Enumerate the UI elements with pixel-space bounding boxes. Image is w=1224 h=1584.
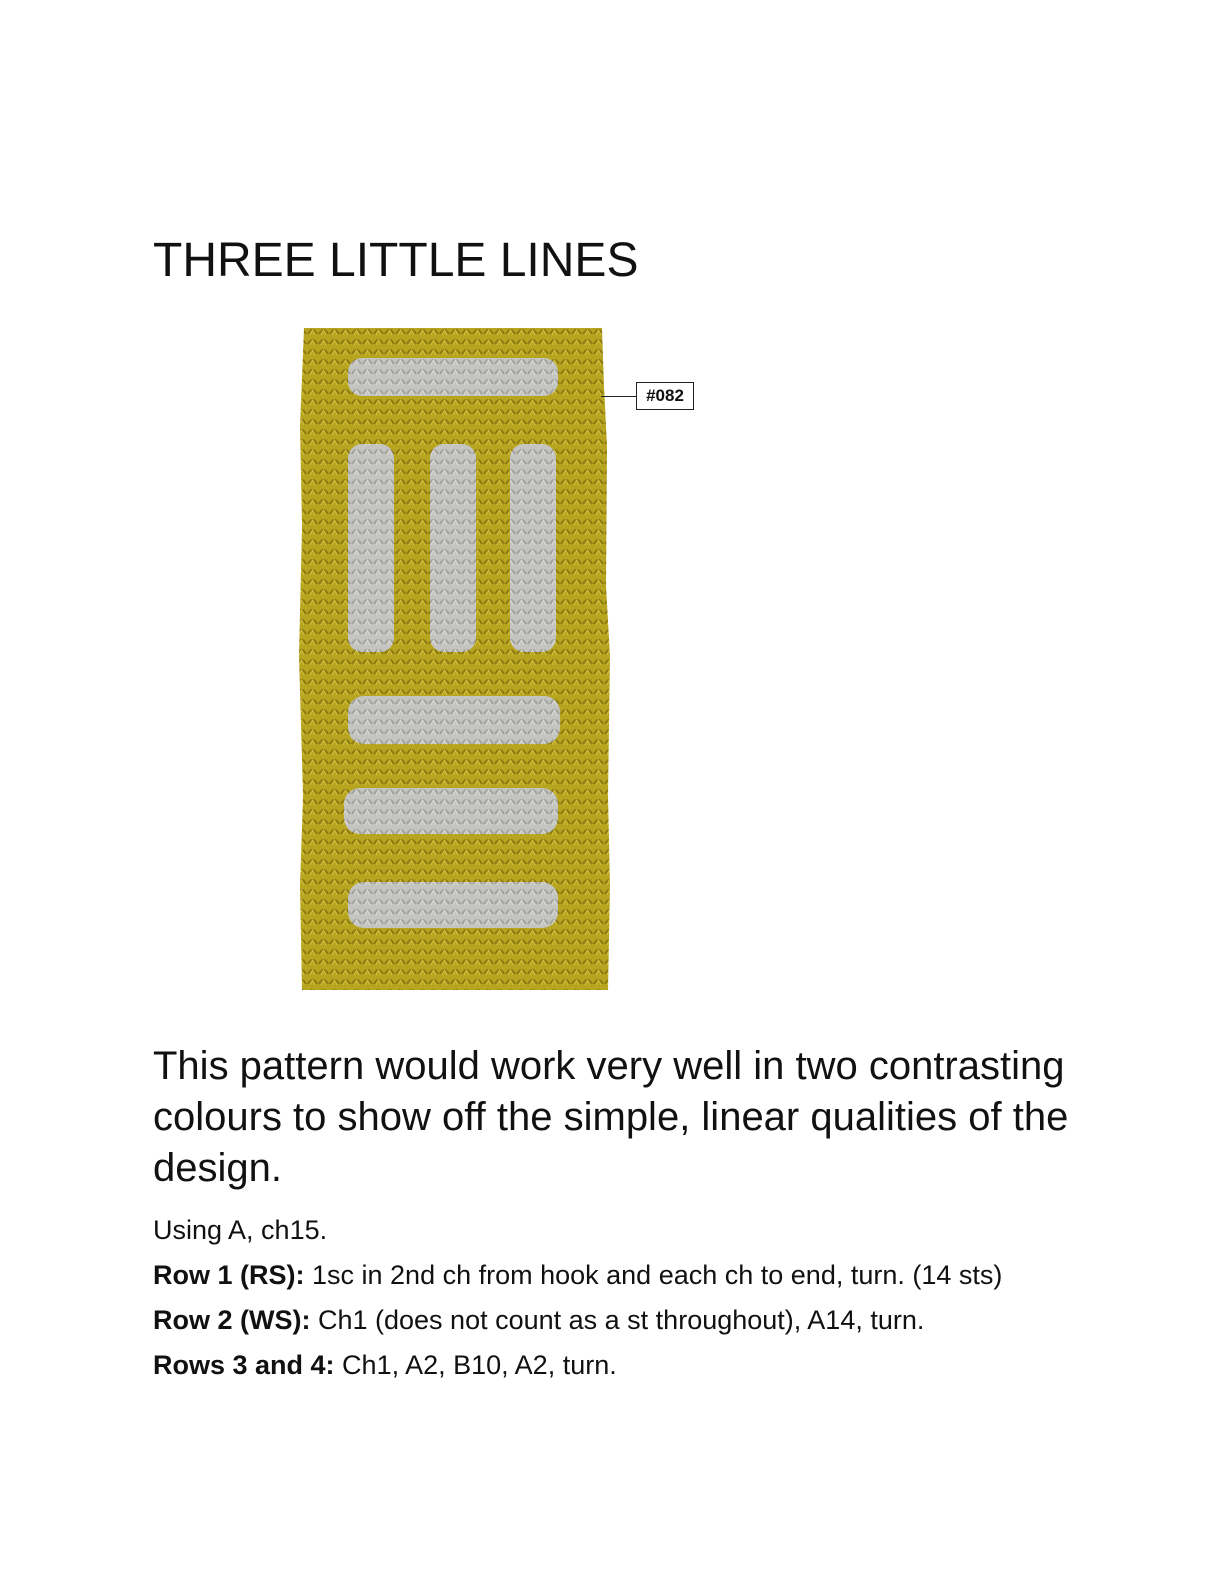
swatch-number-tag: #082 — [636, 382, 694, 410]
pattern-instructions — [153, 1213, 1053, 1393]
callout-line — [601, 396, 637, 397]
step-label: Rows 3 and 4: — [153, 1350, 335, 1380]
instruction-step — [153, 1213, 1053, 1248]
page-title: THREE LITTLE LINES — [153, 234, 639, 287]
step-label: Row 2 (WS): — [153, 1305, 311, 1335]
crochet-swatch-image — [296, 326, 616, 994]
contrast-vertical-3 — [510, 444, 556, 652]
step-text: Ch1 (does not count as a st throughout), A14, turn. — [310, 1305, 925, 1335]
contrast-bar-3 — [348, 882, 558, 928]
instruction-step — [153, 1258, 1053, 1293]
instruction-step — [153, 1348, 1053, 1383]
contrast-bar-1 — [348, 696, 560, 744]
step-text: 1sc in 2nd ch from hook and each ch to end, turn. (14 sts) — [304, 1260, 1003, 1290]
contrast-bar-2 — [344, 788, 558, 834]
step-text: Ch1, A2, B10, A2, turn. — [334, 1350, 617, 1380]
intro-text: This pattern would work very well in two contrasting colours to show off the simple, linear qualities of the design. — [153, 1044, 1069, 1190]
step-label: Row 1 (RS): — [153, 1260, 305, 1290]
instruction-step — [153, 1303, 1053, 1338]
contrast-vertical-1 — [348, 444, 394, 652]
step-text: Using A, ch15. — [153, 1215, 328, 1245]
contrast-bar-top — [348, 358, 558, 396]
contrast-vertical-2 — [430, 444, 476, 652]
